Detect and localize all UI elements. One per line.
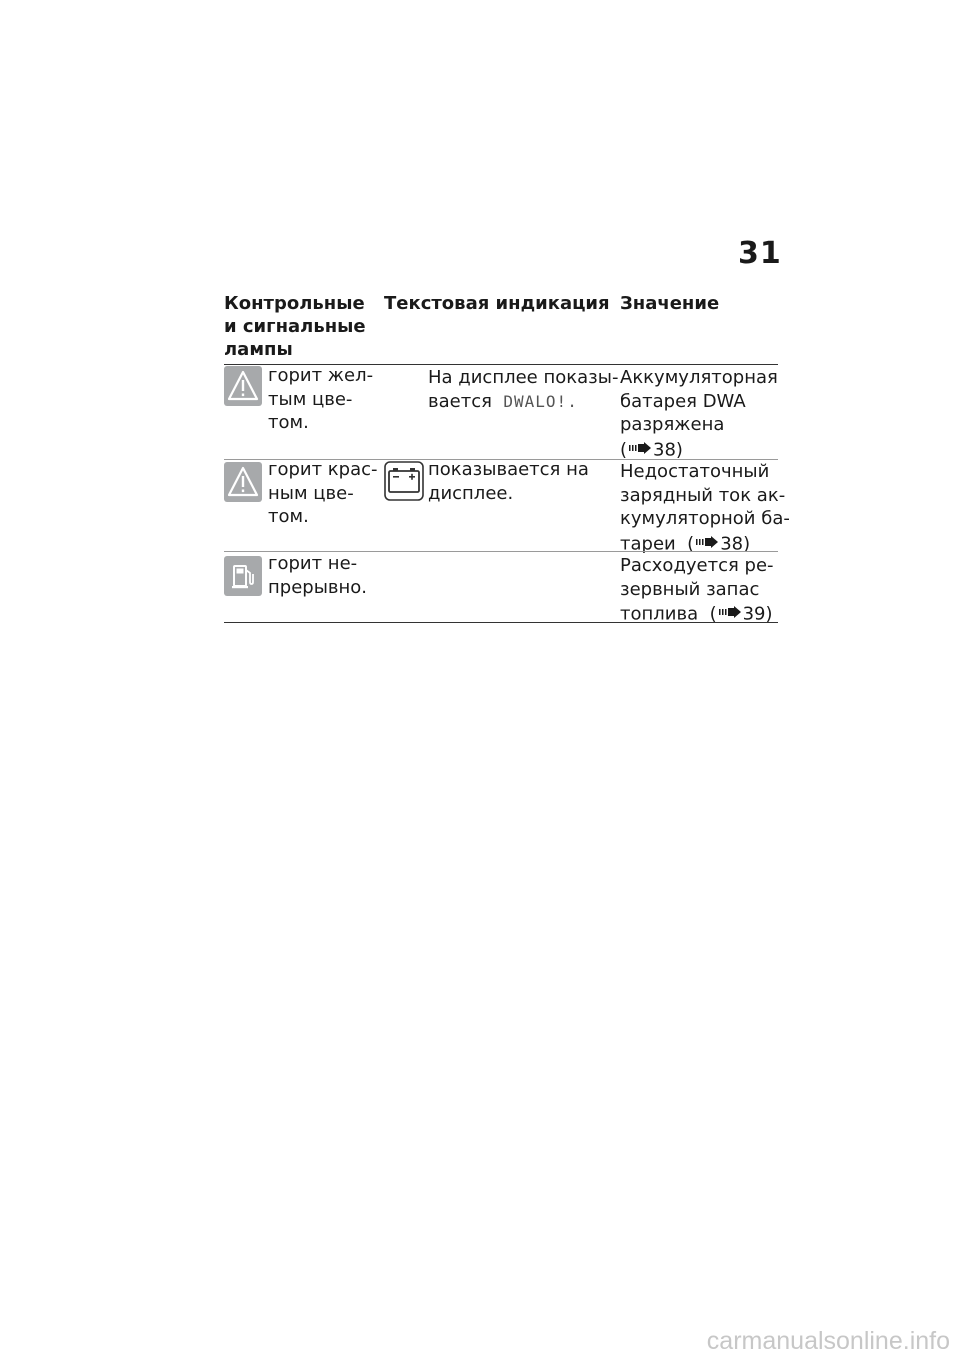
ref-page: 39) [742,603,773,625]
lamp-line: том. [268,506,309,527]
meaning-line: Аккумуляторная [620,367,778,388]
lamp-description [268,458,378,529]
lamp-line: горит не- [268,553,358,574]
meaning [620,460,790,557]
lamp-line: тым цве- [268,388,353,410]
reference-arrow-icon [629,437,651,461]
lamp-line: горит жел- [268,365,374,386]
lamp-line: прерывно. [268,576,368,598]
header-lamps [224,292,366,361]
ref-paren: ( [620,438,628,460]
reference-arrow-icon [719,601,741,625]
fuel-pump-icon [224,556,262,600]
meaning [620,366,778,463]
header-lamps-line: лампы [224,339,293,360]
text-line: На дисплее показы- [428,367,619,388]
battery-icon [384,461,424,505]
meaning [620,554,774,628]
table-bottom-rule [224,622,778,623]
meaning-line: зервный запас [620,578,760,600]
meaning-line: топлива [620,603,699,625]
meaning-line: тареи [620,532,676,554]
watermark: carmanualsonline.info [706,1327,950,1355]
meaning-line: Расходуется ре- [620,555,774,576]
meaning-line: разряжена [620,414,725,435]
lamp-description [268,364,373,435]
display-code: DWALO!. [503,391,578,411]
page-reference [620,601,774,628]
lamp-line: горит крас- [268,459,378,480]
warning-triangle-icon [224,366,262,410]
text-indication [428,458,589,505]
ref-paren: ( [687,532,695,554]
page-number: 31 [738,236,782,271]
header-lamps-line: и сигнальные [224,316,366,337]
header-text-indication: Текстовая индикация [384,293,610,314]
text-indication [428,366,618,413]
header-meaning: Значение [620,293,720,314]
text-line [428,390,618,414]
meaning-line: Недостаточный [620,461,770,482]
lamp-description [268,552,367,599]
text-line: дисплее. [428,482,514,504]
ref-paren: ( [709,603,717,625]
text-line: показывается на [428,459,589,480]
lamp-line: том. [268,412,309,433]
meaning-line: батарея DWA [620,390,746,412]
text-prefix: вается [428,390,492,412]
meaning-line: зарядный ток ак- [620,484,786,506]
warning-triangle-icon [224,462,262,506]
lamp-line: ным цве- [268,482,354,504]
ref-page: 38) [720,532,751,554]
meaning-line: кумуляторной ба- [620,508,790,529]
header-lamps-line: Контрольные [224,293,365,314]
ref-page: 38) [653,438,683,460]
